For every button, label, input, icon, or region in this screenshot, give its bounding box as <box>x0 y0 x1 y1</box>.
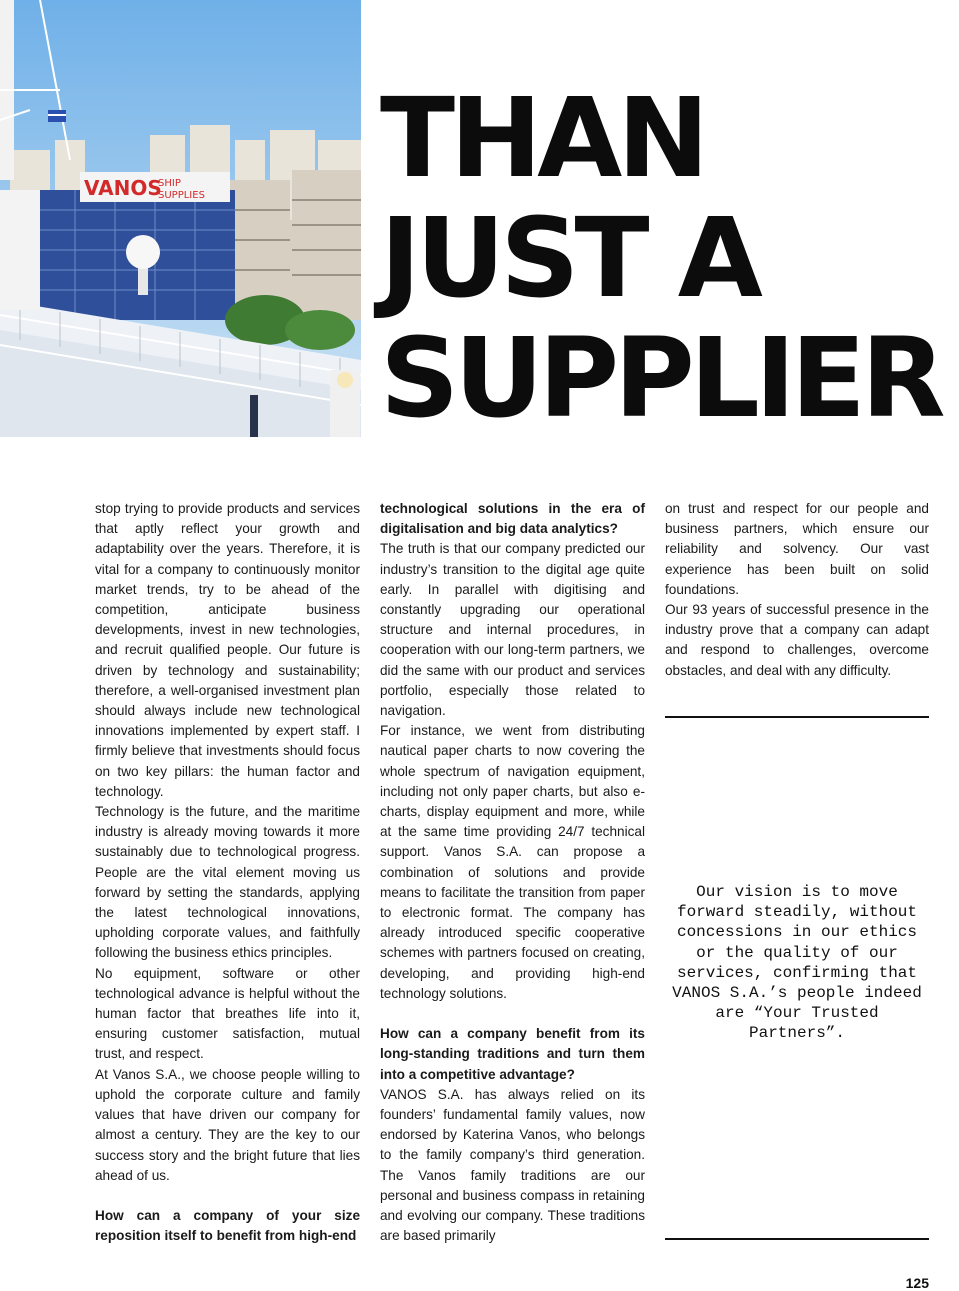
page-number: 125 <box>905 1275 929 1291</box>
supplies-sign-text: SUPPLIES <box>158 190 205 201</box>
paragraph: For instance, we went from distributing nautical paper charts to now covering the whole spectrum of navigation equipment, including not only paper charts, but also e-charts, display equipment and more, while at the same time providing 24/7 technical support. Vanos S.A. can propose a combination of solutions and provide means to facilitate the transition from paper to electronic format. The company has already introduced specific cooperative schemes with partners focused on creating, developing, and providing high-end technology solutions. <box>380 723 645 1001</box>
harbour-photo-illustration <box>0 0 361 437</box>
headline-line-3: SUPPLIER <box>380 314 941 442</box>
paragraph: Our 93 years of successful presence in the industry prove that a company can adapt and respond to challenges, overcome obstacles, and deal with any difficulty. <box>665 602 929 678</box>
interview-question: How can a company benefit from its long-standing traditions and turn them into a competitive advantage? <box>380 1026 645 1082</box>
paragraph: stop trying to provide products and services that aptly reflect your growth and adaptability over the years. Therefore, it is vital for a company to continuously monitor market trends, try to be ahead of the competition, anticipate business developments, invest in new technologies, and recruit qualified people. Our future is driven by technology and sustainability; therefore, a well-organised investment plan should always include new technological innovations implemented by expert staff. I firmly believe that investments should focus on two key pillars: the human factor and technology. <box>95 501 360 799</box>
article-column-2 <box>380 499 645 1247</box>
paragraph: on trust and respect for our people and business partners, which ensure our reliability and solvency. Our vast experience has been built on solid foundations. <box>665 501 929 597</box>
pull-quote-bottom-rule <box>665 1238 929 1240</box>
harbour-photo <box>0 0 361 437</box>
pull-quote-top-rule <box>665 716 929 718</box>
ship-sign-text: SHIP <box>158 178 181 189</box>
paragraph: The truth is that our company predicted our industry’s transition to the digital age quite early. In parallel with digitising and constantly upgrading our operational structure and internal procedures, in cooperation with our long-term partners, we did the same with our product and services portfolio, especially those related to navigation. <box>380 541 645 719</box>
article-column-1 <box>95 499 360 1247</box>
headline-line-2: JUST A <box>380 194 758 322</box>
headline-line-1: THAN <box>380 74 705 202</box>
pull-quote: Our vision is to move forward steadily, without concessions in our ethics or the quality of our services, confirming that VANOS S.A.’s people indeed are “Your Trusted Partners”. <box>672 883 922 1043</box>
interview-question: technological solutions in the era of digitalisation and big data analytics? <box>380 501 645 537</box>
article-column-3 <box>665 499 929 681</box>
paragraph: At Vanos S.A., we choose people willing to uphold the corporate culture and family values that have driven our company for almost a century. They are the key to our success story and the bright future that lies ahead of us. <box>95 1066 360 1183</box>
paragraph: VANOS S.A. has always relied on its founders’ fundamental family values, now endorsed by Katerina Vanos, who belongs to the family company’s third generation. The Vanos family traditions are our personal and business compass in retaining and evolving our company. These traditions are based primarily <box>380 1086 645 1244</box>
vanos-sign-text: VANOS <box>84 176 162 200</box>
headline <box>380 74 959 442</box>
interview-question: How can a company of your size reposition itself to benefit from high-end <box>95 1208 360 1244</box>
paragraph: No equipment, software or other technological advance is helpful without the human factor that breathes life into it, ensuring customer satisfaction, mutual trust, and respect. <box>95 965 360 1062</box>
paragraph: Technology is the future, and the maritime industry is already moving towards it more sustainably due to technological progress. People are the vital element moving us forward by setting the standards, applying the latest technological innovations, upholding corporate values, and faithfully following the business ethics principles. <box>95 804 360 961</box>
